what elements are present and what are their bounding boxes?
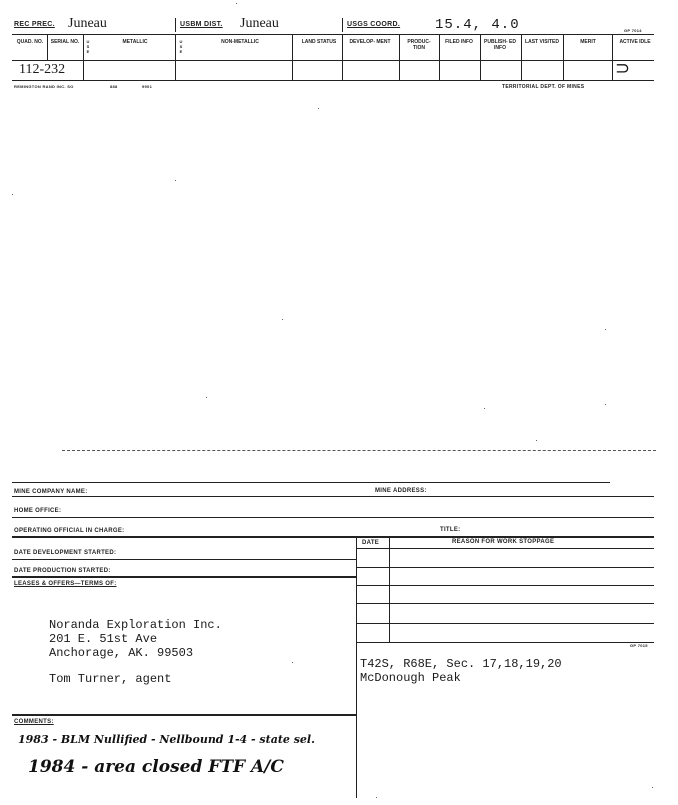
mine-company-name-label: MINE COMPANY NAME: [14, 489, 88, 495]
metallic-header: METALLIC [122, 39, 148, 45]
top-footer-num1: 888 [110, 84, 118, 89]
top-footer-left: REMINGTON RAND INC. SO [14, 84, 74, 89]
location-line-1: T42S, R68E, Sec. 17,18,19,20 [360, 657, 562, 671]
mine-address-label: MINE ADDRESS: [375, 488, 427, 494]
production-started-label: DATE PRODUCTION STARTED: [14, 568, 111, 574]
date-header: DATE [362, 540, 380, 546]
usgs-coord-value: 15.4, 4.0 [435, 17, 520, 33]
rec-prec-label: REC PREC. [14, 21, 55, 28]
owner-line-3: Anchorage, AK. 99503 [49, 646, 194, 660]
comments-label: COMMENTS: [14, 719, 54, 725]
serial-no-header: SERIAL NO. [50, 39, 80, 45]
leases-label: LEASES & OFFERS—TERMS OF: [14, 581, 117, 587]
rec-prec-value: Juneau [68, 16, 107, 31]
merit-header: MERIT [580, 39, 596, 45]
active-checkmark: ⊃ [615, 58, 631, 79]
reason-header: REASON FOR WORK STOPPAGE [452, 539, 555, 545]
filed-info-header: FILED INFO [445, 39, 473, 45]
comment-line-1: 1983 - BLM Nullified - Nellbound 1-4 - state sel. [18, 733, 315, 746]
non-metallic-header: NON-METALLIC [221, 39, 259, 45]
top-footer-num2: 9901 [142, 84, 153, 89]
development-header: DEVELOP- MENT [349, 39, 391, 45]
published-info-header: PUBLISH- ED INFO [484, 39, 516, 51]
top-form-code: GP 7014 [624, 28, 642, 33]
home-office-label: HOME OFFICE: [14, 508, 62, 514]
usbm-dist-value: Juneau [240, 16, 279, 31]
active-idle-header: ACTIVE IDLE [619, 39, 651, 45]
owner-line-5: Tom Turner, agent [49, 672, 172, 686]
use-letters-metallic: U S E [86, 39, 90, 54]
owner-line-1: Noranda Exploration Inc. [49, 618, 222, 632]
development-started-label: DATE DEVELOPMENT STARTED: [14, 550, 117, 556]
operating-official-label: OPERATING OFFICIAL IN CHARGE: [14, 528, 125, 534]
usbm-dist-label: USBM DIST. [180, 21, 223, 28]
land-status-header: LAND STATUS [301, 39, 337, 45]
location-line-2: McDonough Peak [360, 671, 461, 685]
last-visited-header: LAST VISITED [525, 39, 559, 45]
use-letters-nonmetallic: U S E [179, 39, 183, 54]
usgs-coord-label: USGS COORD. [347, 21, 401, 28]
comment-line-2: 1984 - area closed FTF A/C [28, 757, 284, 777]
bottom-form-code: GP 7015 [630, 643, 648, 648]
quad-no-header: QUAD. NO. [16, 39, 44, 45]
production-header: PRODUC- TION [407, 39, 431, 51]
top-footer-right: TERRITORIAL DEPT. OF MINES [502, 84, 585, 90]
owner-line-2: 201 E. 51st Ave [49, 632, 158, 646]
title-label: TITLE: [440, 527, 461, 533]
serial-value: 112-232 [19, 62, 66, 77]
